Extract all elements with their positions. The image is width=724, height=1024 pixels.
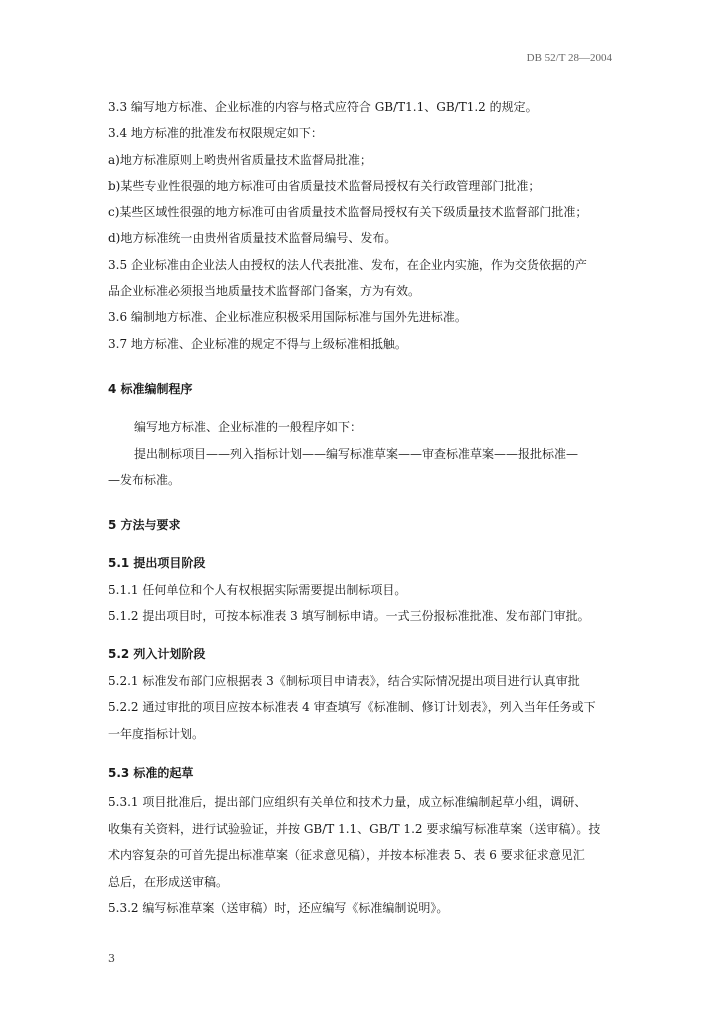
- clause-5-3-1-cont-3: 总后，在形成送审稿。: [108, 875, 229, 889]
- clause-3-4-d: d)地方标准统一由贵州省质量技术监督局编号、发布。: [108, 231, 397, 245]
- clause-3-4-a: a)地方标准原则上哟贵州省质量技术监督局批准；: [108, 153, 372, 167]
- clause-5-2-2: 5.2.2 通过审批的项目应按本标准表 4 审查填写《标准制、修订计划表》，列入当年任务或下: [108, 700, 596, 714]
- clause-5-1-2: 5.1.2 提出项目时，可按本标准表 3 填写制标申请。一式三份报标准批准、发布部门审批。: [108, 609, 590, 623]
- section-5-3-heading: 5.3 标准的起草: [108, 766, 194, 780]
- clause-5-3-1-cont-1: 收集有关资料，进行试验验证，并按 GB/T 1.1、GB/T 1.2 要求编写标准草案（送审稿）。技: [108, 822, 601, 836]
- clause-5-1-1: 5.1.1 任何单位和个人有权根据实际需要提出制标项目。: [108, 583, 407, 597]
- clause-3-5: 3.5 企业标准由企业法人由授权的法人代表批准、发布，在企业内实施，作为交货依据的产: [108, 258, 587, 272]
- standard-number: DB 52/T 28—2004: [526, 52, 612, 64]
- clause-5-3-1: 5.3.1 项目批准后，提出部门应组织有关单位和技术力量，成立标准编制起草小组，调研、: [108, 795, 587, 809]
- clause-3-5-cont: 品企业标准必须报当地质量技术监督部门备案，方为有效。: [108, 284, 421, 298]
- procedure-steps-cont: —发布标准。: [108, 473, 181, 487]
- clause-3-7: 3.7 地方标准、企业标准的规定不得与上级标准相抵触。: [108, 337, 407, 351]
- procedure-intro: 编写地方标准、企业标准的一般程序如下：: [134, 420, 363, 434]
- clause-5-3-2: 5.3.2 编写标准草案（送审稿）时，还应编写《标准编制说明》。: [108, 901, 449, 915]
- clause-3-3: 3.3 编写地方标准、企业标准的内容与格式应符合 GB/T1.1、GB/T1.2 的规定。: [108, 100, 538, 114]
- clause-5-2-1: 5.2.1 标准发布部门应根据表 3《制标项目申请表》，结合实际情况提出项目进行认真审批: [108, 674, 580, 688]
- section-5-heading: 5 方法与要求: [108, 518, 181, 532]
- clause-3-4-b: b)某些专业性很强的地方标准可由省质量技术监督局授权有关行政管理部门批准；: [108, 179, 541, 193]
- section-4-heading: 4 标准编制程序: [108, 382, 193, 396]
- clause-3-4: 3.4 地方标准的批准发布权限规定如下：: [108, 126, 323, 140]
- page-number: 3: [108, 952, 115, 965]
- procedure-steps: 提出制标项目——列入指标计划——编写标准草案——审查标准草案——报批标准—: [134, 447, 579, 461]
- section-5-2-heading: 5.2 列入计划阶段: [108, 647, 206, 661]
- clause-3-6: 3.6 编制地方标准、企业标准应积极采用国际标准与国外先进标准。: [108, 310, 467, 324]
- clause-5-3-1-cont-2: 术内容复杂的可首先提出标准草案（征求意见稿），并按本标准表 5、表 6 要求征求意见汇: [108, 848, 585, 862]
- clause-3-4-c: c)某些区域性很强的地方标准可由省质量技术监督局授权有关下级质量技术监督部门批准；: [108, 205, 588, 219]
- clause-5-2-2-cont: 一年度指标计划。: [108, 727, 205, 741]
- section-5-1-heading: 5.1 提出项目阶段: [108, 556, 206, 570]
